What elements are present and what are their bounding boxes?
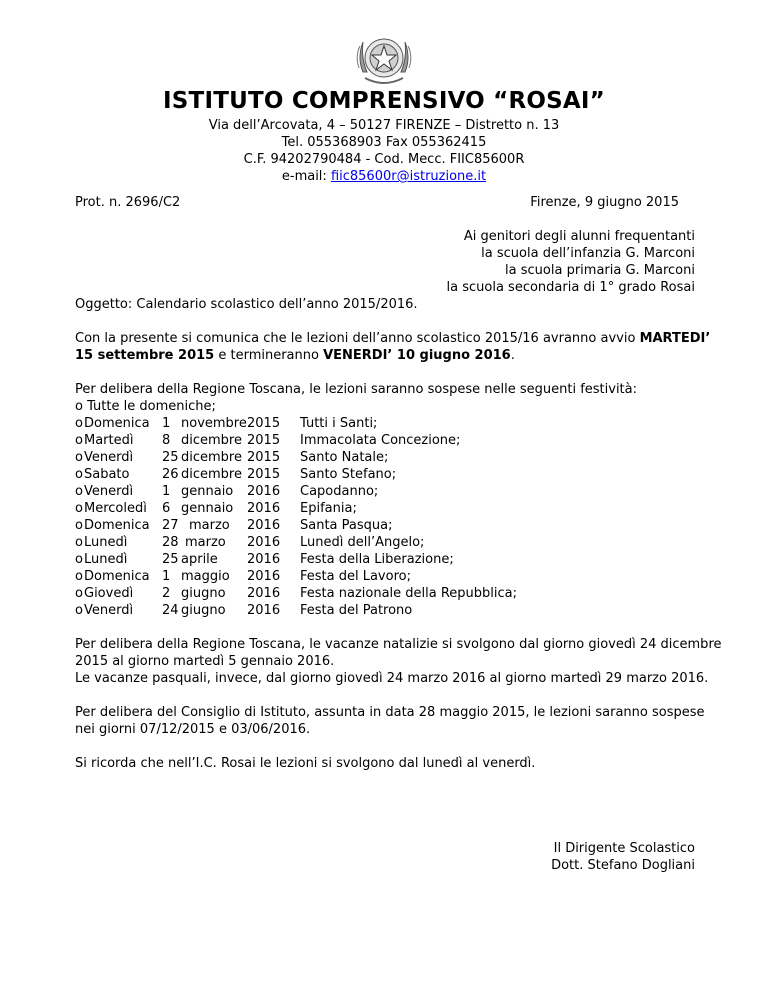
holiday-name: Festa della Liberazione;	[300, 552, 454, 567]
holiday-month: marzo	[185, 535, 226, 550]
emblem	[351, 28, 417, 90]
recipient-line: la scuola dell’infanzia G. Marconi	[481, 246, 695, 261]
recipient-line: Ai genitori degli alunni frequentanti	[463, 229, 695, 244]
holiday-day-number: 25	[162, 552, 179, 567]
holiday-name: Santo Natale;	[300, 450, 389, 465]
start-date: 15 settembre 2015	[75, 348, 215, 363]
holiday-month: dicembre	[181, 450, 242, 465]
start-day: MARTEDI’	[639, 331, 711, 346]
holiday-day-number: 1	[162, 484, 171, 499]
holiday-weekday: Venerdì	[84, 603, 134, 618]
holiday-name: Festa del Patrono	[300, 603, 413, 618]
holiday-year: 2016	[247, 501, 281, 516]
intro-paragraph	[75, 330, 710, 347]
holiday-month: gennaio	[181, 501, 234, 516]
bullet: o	[75, 484, 83, 499]
vacations-line: 2015 al giorno martedì 5 gennaio 2016.	[75, 654, 335, 669]
holiday-weekday: Martedì	[84, 433, 134, 448]
bullet: o	[75, 552, 83, 567]
school-phone-fax: Tel. 055368903 Fax 055362415	[281, 135, 487, 150]
holiday-day-number: 1	[162, 569, 171, 584]
holiday-weekday: Sabato	[84, 467, 130, 482]
holiday-month: aprile	[181, 552, 218, 567]
bullet: o	[75, 535, 83, 550]
holiday-year: 2016	[247, 535, 281, 550]
bullet: o	[75, 416, 83, 431]
intro-paragraph-cont	[75, 347, 515, 364]
school-title: ISTITUTO COMPRENSIVO “ROSAI”	[163, 88, 605, 114]
holiday-month: giugno	[181, 586, 226, 601]
holiday-name: Epifania;	[300, 501, 357, 516]
holiday-year: 2015	[247, 433, 281, 448]
subject-line: Oggetto: Calendario scolastico dell’anno 2015/2016.	[75, 297, 418, 312]
intro-text: Con la presente si comunica che le lezioni dell’anno scolastico 2015/16 avranno avvio	[75, 331, 640, 346]
holiday-month: giugno	[181, 603, 226, 618]
vacations-line: Le vacanze pasquali, invece, dal giorno giovedì 24 marzo 2016 al giorno martedì 29 marzo 2016.	[75, 671, 709, 686]
holiday-day-number: 28	[162, 535, 179, 550]
bullet: o	[75, 518, 83, 533]
recipient-line: la scuola secondaria di 1° grado Rosai	[446, 280, 695, 295]
holiday-weekday: Lunedì	[84, 535, 128, 550]
italian-republic-emblem-icon	[351, 28, 417, 90]
bullet: o	[75, 467, 83, 482]
holiday-name: Santo Stefano;	[300, 467, 397, 482]
holiday-day-number: 1	[162, 416, 171, 431]
holiday-year: 2016	[247, 586, 281, 601]
holiday-weekday: Venerdì	[84, 484, 134, 499]
bullet: o	[75, 586, 83, 601]
holiday-weekday: Mercoledì	[84, 501, 147, 516]
holiday-weekday: Domenica	[84, 416, 150, 431]
holiday-name: Capodanno;	[300, 484, 379, 499]
vacations-line: Per delibera della Regione Toscana, le vacanze natalizie si svolgono dal giorno giovedì 24 dicembre	[75, 637, 722, 652]
holiday-name: Tutti i Santi;	[300, 416, 378, 431]
signature-name: Dott. Stefano Dogliani	[551, 858, 695, 873]
reminder-line: Si ricorda che nell’I.C. Rosai le lezioni si svolgono dal lunedì al venerdì.	[75, 756, 536, 771]
holiday-name: Immacolata Concezione;	[300, 433, 461, 448]
holidays-intro: Per delibera della Regione Toscana, le lezioni saranno sospese nelle seguenti festività:	[75, 382, 637, 397]
email-label: e-mail:	[281, 169, 331, 184]
holiday-month: gennaio	[181, 484, 234, 499]
bullet: o	[75, 501, 83, 516]
holiday-year: 2016	[247, 484, 281, 499]
holiday-weekday: Lunedì	[84, 552, 128, 567]
holiday-weekday: Venerdì	[84, 450, 134, 465]
holiday-day-number: 26	[162, 467, 179, 482]
holiday-day-number: 25	[162, 450, 179, 465]
holiday-sundays: o Tutte le domeniche;	[75, 399, 216, 414]
email-link[interactable]: fiic85600r@istruzione.it	[330, 169, 487, 184]
holiday-name: Festa nazionale della Repubblica;	[300, 586, 518, 601]
holiday-month: dicembre	[181, 467, 242, 482]
holiday-weekday: Domenica	[84, 569, 150, 584]
intro-text: .	[510, 348, 515, 363]
council-line: Per delibera del Consiglio di Istituto, assunta in data 28 maggio 2015, le lezioni saranno sospese	[75, 705, 705, 720]
holiday-year: 2016	[247, 552, 281, 567]
bullet: o	[75, 569, 83, 584]
bullet: o	[75, 433, 83, 448]
holiday-year: 2015	[247, 467, 281, 482]
holiday-name: Santa Pasqua;	[300, 518, 393, 533]
intro-text: e termineranno	[214, 348, 324, 363]
holiday-day-number: 2	[162, 586, 171, 601]
holiday-weekday: Giovedì	[84, 586, 134, 601]
holiday-year: 2016	[247, 518, 281, 533]
holiday-weekday: Domenica	[84, 518, 150, 533]
protocol-number: Prot. n. 2696/C2	[75, 195, 181, 210]
holiday-day-number: 24	[162, 603, 179, 618]
school-email-line	[0, 168, 768, 185]
holiday-month: dicembre	[181, 433, 242, 448]
holiday-month: maggio	[181, 569, 230, 584]
council-line: nei giorni 07/12/2015 e 03/06/2016.	[75, 722, 311, 737]
holiday-year: 2016	[247, 569, 281, 584]
holiday-name: Lunedì dell’Angelo;	[300, 535, 425, 550]
holiday-year: 2015	[247, 416, 281, 431]
holiday-month: marzo	[189, 518, 230, 533]
holiday-year: 2015	[247, 450, 281, 465]
holiday-year: 2016	[247, 603, 281, 618]
holiday-name: Festa del Lavoro;	[300, 569, 411, 584]
bullet: o	[75, 450, 83, 465]
place-date: Firenze, 9 giugno 2015	[530, 195, 679, 210]
school-address: Via dell’Arcovata, 4 – 50127 FIRENZE – Distretto n. 13	[208, 118, 560, 133]
holiday-day-number: 27	[162, 518, 179, 533]
holiday-month: novembre	[181, 416, 247, 431]
recipient-line: la scuola primaria G. Marconi	[505, 263, 695, 278]
end-date: VENERDI’ 10 giugno 2016	[323, 348, 511, 363]
school-codes: C.F. 94202790484 - Cod. Mecc. FIIC85600R	[243, 152, 525, 167]
holiday-day-number: 8	[162, 433, 171, 448]
bullet: o	[75, 603, 83, 618]
holiday-day-number: 6	[162, 501, 171, 516]
signature-role: Il Dirigente Scolastico	[553, 841, 695, 856]
